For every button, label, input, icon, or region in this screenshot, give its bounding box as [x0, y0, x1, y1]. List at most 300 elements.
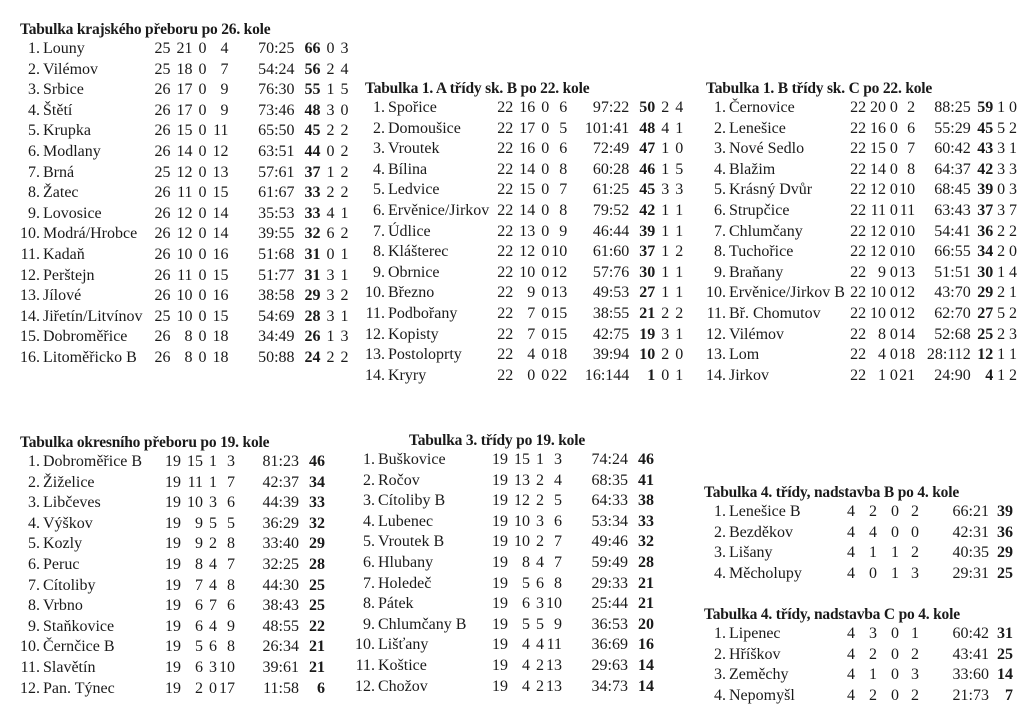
- team-name: Hlubany: [378, 553, 434, 571]
- table-row: [20, 224, 349, 245]
- points-cell: 28: [309, 555, 325, 573]
- team-name: Lenešice: [729, 119, 786, 137]
- score-cell: 52:68: [934, 325, 971, 343]
- draws-cell: 0: [541, 181, 550, 199]
- points-cell: 45: [977, 119, 994, 137]
- extra-cell-b: 0: [340, 101, 349, 119]
- points-cell: 38: [638, 492, 654, 510]
- extra-cell-b: 3: [675, 181, 684, 199]
- extra-cell-b: 1: [1009, 140, 1017, 158]
- wins-cell: 11: [177, 266, 193, 284]
- losses-cell: 7: [907, 140, 916, 158]
- rank-cell: 12.: [365, 325, 385, 343]
- played-cell: 19: [492, 492, 508, 510]
- table-title: Tabulka 4. třídy, nadstavba B po 4. kole: [704, 484, 960, 501]
- extra-cell-b: 3: [1009, 181, 1017, 199]
- points-cell: 7: [1005, 686, 1013, 704]
- draws-cell: 4: [209, 555, 217, 573]
- table-row: [20, 245, 349, 266]
- extra-cell-b: 1: [675, 325, 684, 343]
- score-cell: 68:45: [934, 181, 971, 199]
- extra-cell-b: 1: [675, 284, 684, 302]
- wins-cell: 1: [869, 666, 877, 684]
- points-cell: 36: [977, 222, 994, 240]
- team-name: Nové Sedlo: [729, 140, 805, 158]
- draws-cell: 0: [541, 284, 550, 302]
- draws-cell: 0: [198, 81, 207, 99]
- wins-cell: 6: [522, 595, 530, 613]
- extra-cell-b: 1: [675, 222, 684, 240]
- played-cell: 22: [850, 119, 867, 137]
- extra-cell-b: 2: [340, 142, 349, 160]
- wins-cell: 12: [514, 492, 530, 510]
- score-cell: 60:28: [592, 160, 630, 178]
- extra-cell-a: 1: [997, 366, 1006, 384]
- table-row: [355, 553, 654, 574]
- wins-cell: 11: [870, 201, 886, 219]
- played-cell: 25: [154, 163, 171, 181]
- points-cell: 46: [638, 451, 654, 468]
- draws-cell: 0: [198, 348, 207, 366]
- standings-table: [365, 98, 683, 386]
- losses-cell: 9: [559, 222, 568, 240]
- losses-cell: 8: [227, 638, 235, 656]
- extra-cell-b: 2: [340, 287, 349, 305]
- table-row: [706, 160, 1017, 181]
- losses-cell: 8: [559, 160, 568, 178]
- rank-cell: 11.: [20, 245, 40, 263]
- rank-cell: 1.: [714, 99, 726, 116]
- standings-table: [20, 452, 325, 699]
- rank-cell: 7.: [28, 576, 40, 594]
- team-name: Perštejn: [43, 266, 95, 284]
- standings-table: [20, 39, 349, 369]
- draws-cell: 2: [536, 471, 544, 489]
- wins-cell: 17: [176, 101, 193, 119]
- score-cell: 46:44: [592, 222, 630, 240]
- table-3-trida: [355, 432, 654, 697]
- rank-cell: 8.: [363, 595, 375, 613]
- draws-cell: 0: [889, 119, 898, 137]
- score-cell: 34:49: [258, 328, 295, 346]
- wins-cell: 10: [176, 287, 193, 305]
- team-name: Kozly: [43, 535, 83, 553]
- extra-cell-b: 2: [1009, 222, 1017, 240]
- played-cell: 22: [850, 346, 867, 364]
- extra-cell-b: 2: [1009, 304, 1017, 322]
- score-cell: 51:68: [258, 245, 295, 263]
- extra-cell-a: 3: [997, 140, 1006, 158]
- team-name: Vroutek: [388, 140, 440, 158]
- extra-cell-a: 2: [326, 184, 335, 202]
- rank-cell: 11.: [365, 304, 385, 322]
- points-cell: 30: [977, 263, 994, 281]
- table-row: [365, 201, 683, 222]
- team-name: Ledvice: [388, 181, 440, 199]
- team-name: Výškov: [43, 514, 93, 532]
- table-krajsky-prebor: [20, 21, 349, 369]
- score-cell: 81:23: [262, 453, 299, 470]
- score-cell: 48:55: [262, 617, 299, 635]
- wins-cell: 4: [522, 636, 530, 654]
- losses-cell: 7: [227, 473, 235, 491]
- score-cell: 42:75: [592, 325, 630, 343]
- played-cell: 19: [165, 679, 181, 697]
- played-cell: 26: [154, 204, 171, 222]
- points-cell: 21: [639, 304, 656, 322]
- points-cell: 32: [309, 514, 325, 532]
- points-cell: 31: [304, 266, 321, 284]
- draws-cell: 0: [891, 686, 899, 704]
- team-name: Postoloprty: [388, 346, 462, 364]
- points-cell: 42: [639, 201, 656, 219]
- team-name: Lom: [729, 346, 760, 364]
- team-name: Staňkovice: [43, 617, 115, 635]
- draws-cell: 0: [541, 263, 550, 281]
- wins-cell: 10: [176, 307, 193, 325]
- rank-cell: 9.: [28, 617, 40, 635]
- extra-cell-a: 3: [326, 287, 335, 305]
- points-cell: 33: [309, 494, 325, 512]
- points-cell: 25: [309, 597, 325, 615]
- draws-cell: 0: [889, 346, 898, 364]
- draws-cell: 0: [198, 266, 207, 284]
- extra-cell-a: 1: [997, 346, 1006, 364]
- draws-cell: 0: [198, 204, 207, 222]
- extra-cell-a: 1: [326, 328, 335, 346]
- losses-cell: 2: [911, 544, 919, 562]
- points-cell: 22: [309, 617, 325, 635]
- rank-cell: 2.: [28, 473, 40, 491]
- played-cell: 19: [492, 636, 508, 654]
- table-row: [365, 242, 683, 263]
- table-row: [706, 119, 1017, 140]
- score-cell: 62:70: [934, 304, 971, 322]
- played-cell: 26: [154, 245, 171, 263]
- wins-cell: 17: [176, 81, 193, 99]
- table-row: [365, 98, 683, 119]
- played-cell: 26: [154, 225, 171, 243]
- rank-cell: 9.: [373, 263, 385, 281]
- table-row: [706, 366, 1017, 387]
- rank-cell: 15.: [20, 328, 40, 346]
- score-cell: 28:112: [926, 346, 971, 364]
- extra-cell-a: 2: [661, 99, 670, 116]
- extra-cell-b: 0: [1009, 243, 1017, 261]
- score-cell: 50:88: [258, 348, 295, 366]
- points-cell: 50: [639, 99, 656, 116]
- draws-cell: 0: [889, 222, 898, 240]
- rank-cell: 6.: [373, 201, 385, 219]
- wins-cell: 12: [519, 243, 536, 261]
- rank-cell: 4.: [363, 512, 375, 530]
- table-title: Tabulka 1. A třídy sk. B po 22. kole: [365, 80, 590, 97]
- table-row: [704, 686, 1013, 707]
- points-cell: 34: [977, 243, 994, 261]
- team-name: Žatec: [43, 184, 79, 202]
- points-cell: 29: [304, 287, 321, 305]
- extra-cell-b: 4: [340, 60, 349, 78]
- played-cell: 26: [154, 184, 171, 202]
- wins-cell: 21: [176, 40, 193, 57]
- rank-cell: 9.: [714, 263, 726, 281]
- table-row: [20, 121, 349, 142]
- team-name: Kadaň: [43, 245, 85, 263]
- played-cell: 26: [154, 122, 171, 140]
- score-cell: 38:43: [262, 597, 299, 615]
- played-cell: 19: [492, 512, 508, 530]
- draws-cell: 0: [541, 201, 550, 219]
- rank-cell: 14.: [706, 366, 726, 384]
- played-cell: 22: [850, 99, 867, 116]
- rank-cell: 1.: [714, 625, 726, 642]
- points-cell: 21: [309, 658, 325, 676]
- wins-cell: 12: [870, 243, 886, 261]
- extra-cell-a: 1: [661, 263, 670, 281]
- team-name: Vilémov: [43, 60, 99, 78]
- played-cell: 4: [847, 503, 855, 520]
- extra-cell-a: 0: [326, 40, 335, 57]
- team-name: Ervěnice/Jirkov B: [729, 284, 845, 302]
- losses-cell: 13: [899, 263, 916, 281]
- team-name: Kryry: [388, 366, 427, 384]
- draws-cell: 2: [209, 535, 217, 553]
- rank-cell: 2.: [28, 60, 40, 78]
- team-name: Strupčice: [729, 201, 790, 219]
- draws-cell: 0: [209, 679, 217, 697]
- draws-cell: 0: [198, 184, 207, 202]
- losses-cell: 8: [907, 160, 916, 178]
- extra-cell-a: 1: [661, 222, 670, 240]
- draws-cell: 2: [536, 677, 544, 695]
- draws-cell: 0: [541, 243, 550, 261]
- extra-cell-b: 4: [1009, 263, 1017, 281]
- table-row: [355, 512, 654, 533]
- points-cell: 56: [304, 60, 321, 78]
- played-cell: 19: [492, 656, 508, 674]
- wins-cell: 1: [869, 544, 877, 562]
- wins-cell: 9: [878, 263, 886, 281]
- team-name: Bezděkov: [729, 523, 793, 541]
- losses-cell: 7: [554, 553, 562, 571]
- extra-cell-b: 3: [1009, 325, 1017, 343]
- losses-cell: 4: [554, 471, 562, 489]
- played-cell: 22: [497, 366, 514, 384]
- table-row: [365, 139, 683, 160]
- draws-cell: 1: [891, 564, 899, 582]
- losses-cell: 15: [551, 325, 568, 343]
- losses-cell: 6: [559, 99, 568, 116]
- table-row: [704, 564, 1013, 585]
- draws-cell: 1: [891, 544, 899, 562]
- points-cell: 45: [304, 122, 321, 140]
- table-row: [365, 119, 683, 140]
- table-row: [706, 325, 1017, 346]
- points-cell: 16: [638, 636, 654, 654]
- team-name: Lišťany: [378, 636, 429, 654]
- points-cell: 47: [639, 140, 656, 158]
- table-title: Tabulka 3. třídy po 19. kole: [409, 432, 586, 449]
- wins-cell: 8: [184, 328, 193, 346]
- losses-cell: 11: [546, 636, 562, 654]
- score-cell: 39:61: [262, 658, 299, 676]
- team-name: Chlumčany B: [378, 615, 467, 633]
- points-cell: 29: [977, 284, 994, 302]
- team-name: Bř. Chomutov: [729, 304, 821, 322]
- points-cell: 28: [638, 553, 654, 571]
- team-name: Koštice: [378, 656, 427, 674]
- score-cell: 33:60: [952, 666, 989, 684]
- losses-cell: 4: [220, 40, 229, 57]
- points-cell: 66: [304, 40, 321, 57]
- losses-cell: 18: [212, 328, 229, 346]
- team-name: Tuchořice: [729, 243, 794, 261]
- rank-cell: 7.: [28, 163, 40, 181]
- played-cell: 22: [850, 243, 867, 261]
- draws-cell: 0: [891, 503, 899, 520]
- rank-cell: 1.: [28, 453, 40, 470]
- wins-cell: 10: [514, 533, 530, 551]
- played-cell: 19: [165, 576, 181, 594]
- rank-cell: 13.: [706, 346, 726, 364]
- losses-cell: 9: [227, 617, 235, 635]
- draws-cell: 2: [536, 533, 544, 551]
- losses-cell: 14: [212, 204, 229, 222]
- team-name: Lišany: [729, 544, 773, 562]
- team-name: Srbice: [43, 81, 84, 99]
- wins-cell: 15: [187, 453, 203, 470]
- team-name: Měcholupy: [729, 564, 802, 582]
- wins-cell: 15: [176, 122, 193, 140]
- losses-cell: 12: [551, 263, 568, 281]
- score-cell: 38:58: [258, 287, 295, 305]
- table-row: [365, 304, 683, 325]
- team-name: Vrbno: [43, 597, 83, 615]
- table-row: [706, 201, 1017, 222]
- wins-cell: 8: [184, 348, 193, 366]
- points-cell: 36: [997, 523, 1013, 541]
- losses-cell: 16: [212, 245, 229, 263]
- extra-cell-a: 0: [661, 366, 670, 384]
- table-row: [355, 677, 654, 698]
- losses-cell: 3: [911, 666, 919, 684]
- wins-cell: 14: [519, 201, 536, 219]
- draws-cell: 0: [541, 140, 550, 158]
- points-cell: 48: [304, 101, 321, 119]
- table-row: [365, 366, 683, 387]
- table-4-trida-nadstavba-b: [704, 484, 1013, 584]
- wins-cell: 6: [195, 617, 203, 635]
- score-cell: 64:37: [934, 160, 971, 178]
- rank-cell: 1.: [714, 503, 726, 520]
- score-cell: 53:34: [591, 512, 628, 530]
- wins-cell: 2: [195, 679, 203, 697]
- team-name: Cítoliby: [43, 576, 96, 594]
- rank-cell: 4.: [714, 564, 726, 582]
- wins-cell: 2: [869, 503, 877, 520]
- wins-cell: 5: [195, 638, 203, 656]
- played-cell: 22: [850, 160, 867, 178]
- draws-cell: 0: [891, 625, 899, 642]
- draws-cell: 4: [209, 617, 217, 635]
- points-cell: 39: [997, 503, 1013, 520]
- score-cell: 54:24: [258, 60, 295, 78]
- points-cell: 34: [309, 473, 325, 491]
- wins-cell: 7: [527, 304, 536, 322]
- extra-cell-a: 2: [997, 284, 1006, 302]
- played-cell: 26: [154, 266, 171, 284]
- played-cell: 22: [850, 325, 867, 343]
- score-cell: 36:29: [262, 514, 299, 532]
- score-cell: 66:55: [934, 243, 971, 261]
- points-cell: 46: [309, 453, 325, 470]
- rank-cell: 5.: [363, 533, 375, 551]
- team-name: Dobroměřice B: [43, 453, 143, 470]
- rank-cell: 12.: [20, 679, 40, 697]
- wins-cell: 4: [522, 656, 530, 674]
- score-cell: 57:76: [592, 263, 630, 281]
- extra-cell-a: 2: [661, 304, 670, 322]
- points-cell: 14: [997, 666, 1013, 684]
- table-row: [706, 242, 1017, 263]
- points-cell: 6: [317, 679, 325, 697]
- wins-cell: 7: [195, 576, 203, 594]
- draws-cell: 3: [209, 658, 217, 676]
- table-row: [20, 101, 349, 122]
- table-row: [706, 98, 1017, 119]
- standings-table: [355, 450, 654, 697]
- played-cell: 26: [154, 101, 171, 119]
- losses-cell: 13: [546, 677, 562, 695]
- score-cell: 29:63: [591, 656, 628, 674]
- played-cell: 22: [497, 304, 514, 322]
- losses-cell: 2: [911, 686, 919, 704]
- team-name: Jirkov: [729, 366, 769, 384]
- rank-cell: 4.: [373, 160, 385, 178]
- team-name: Libčeves: [43, 494, 101, 512]
- played-cell: 4: [847, 523, 855, 541]
- losses-cell: 0: [911, 523, 919, 541]
- losses-cell: 5: [227, 514, 235, 532]
- draws-cell: 1: [536, 451, 544, 468]
- draws-cell: 4: [209, 576, 217, 594]
- wins-cell: 16: [519, 99, 536, 116]
- losses-cell: 6: [227, 494, 235, 512]
- score-cell: 21:73: [952, 686, 989, 704]
- table-row: [20, 658, 325, 679]
- wins-cell: 4: [878, 346, 886, 364]
- extra-cell-b: 0: [1009, 99, 1017, 116]
- score-cell: 54:41: [934, 222, 971, 240]
- draws-cell: 0: [889, 201, 898, 219]
- played-cell: 19: [492, 471, 508, 489]
- team-name: Štětí: [43, 101, 73, 119]
- table-title: Tabulka krajského přeboru po 26. kole: [20, 21, 271, 38]
- extra-cell-a: 2: [661, 346, 670, 364]
- team-name: Holedeč: [378, 574, 432, 592]
- losses-cell: 15: [212, 184, 229, 202]
- score-cell: 54:69: [258, 307, 295, 325]
- rank-cell: 3.: [714, 140, 726, 158]
- losses-cell: 9: [554, 615, 562, 633]
- played-cell: 19: [165, 658, 181, 676]
- wins-cell: 0: [869, 564, 877, 582]
- points-cell: 31: [997, 625, 1013, 642]
- played-cell: 26: [154, 328, 171, 346]
- table-row: [20, 286, 349, 307]
- rank-cell: 3.: [28, 81, 40, 99]
- team-name: Modlany: [43, 142, 101, 160]
